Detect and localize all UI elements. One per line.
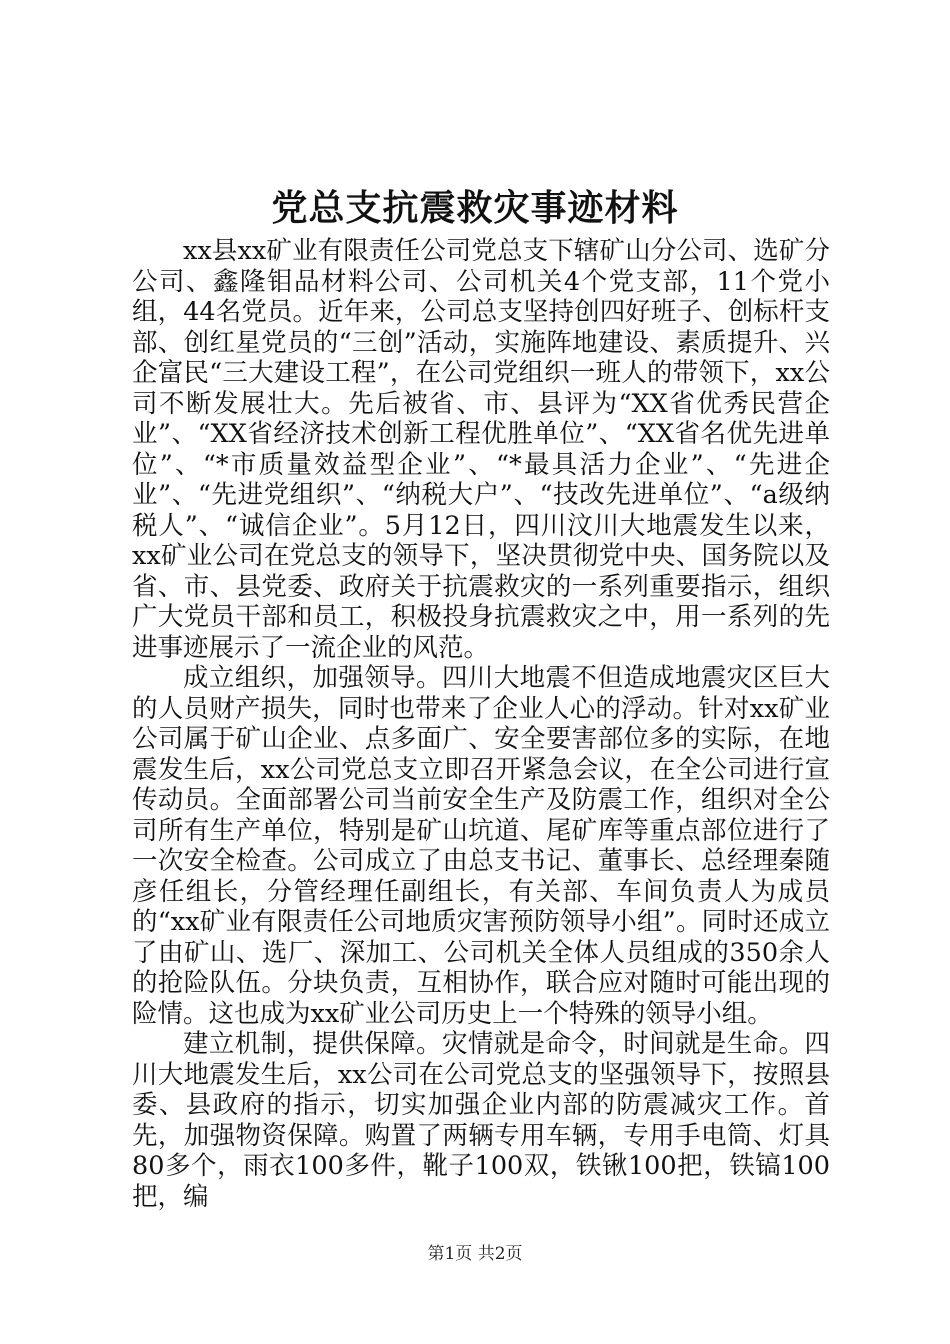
paragraph: 成立组织，加强领导。四川大地震不但造成地震灾区巨大的人员财产损失，同时也带来了企业人心的浮动。针对xx矿业公司属于矿山企业、点多面广、安全要害部位多的实际，在地震发生后，xx公司党总支立即召开紧急会议，在全公司进行宣传动员。全面部署公司当前安全生产及防震工作，组织对全公司所有生产单位，特别是矿山坑道、尾矿库等重点部位进行了一次安全检查。公司成立了由总支书记、董事长、总经理秦随彦任组长，分管经理任副组长，有关部、车间负责人为成员的“xx矿业有限责任公司地质灾害预防领导小组”。同时还成立了由矿山、选厂、深加工、公司机关全体人员组成的350余人的抢险队伍。分块负责，互相协作，联合应对随时可能出现的险情。这也成为xx矿业公司历史上一个特殊的领导小组。 xyxy=(132,663,830,1029)
document-title: 党总支抗震救灾事迹材料 xyxy=(271,187,679,229)
document-body xyxy=(132,236,830,1212)
paragraph: 建立机制，提供保障。灾情就是命令，时间就是生命。四川大地震发生后，xx公司在公司党总支的坚强领导下，按照县委、县政府的指示，切实加强企业内部的防震减灾工作。首先，加强物资保障。购置了两辆专用车辆，专用手电筒、灯具80多个，雨衣100多件，靴子100双，铁锹100把，铁镐100把，编 xyxy=(132,1029,830,1212)
page-number-footer: 第1页 共2页 xyxy=(427,1244,523,1264)
paragraph: xx县xx矿业有限责任公司党总支下辖矿山分公司、选矿分公司、鑫隆钼品材料公司、公司机关4个党支部，11个党小组，44名党员。近年来，公司总支坚持创四好班子、创标杆支部、创红星党员的“三创”活动，实施阵地建设、素质提升、兴企富民“三大建设工程”，在公司党组织一班人的带领下，xx公司不断发展壮大。先后被省、市、县评为“XX省优秀民营企业”、“XX省经济技术创新工程优胜单位”、“XX省名优先进单位”、“*市质量效益型企业”、“*最具活力企业”、“先进企业”、“先进党组织”、“纳税大户”、“技改先进单位”、“a级纳税人”、“诚信企业”。5月12日，四川汶川大地震发生以来，xx矿业公司在党总支的领导下，坚决贯彻党中央、国务院以及省、市、县党委、政府关于抗震救灾的一系列重要指示，组织广大党员干部和员工，积极投身抗震救灾之中，用一系列的先进事迹展示了一流企业的风范。 xyxy=(132,236,830,663)
